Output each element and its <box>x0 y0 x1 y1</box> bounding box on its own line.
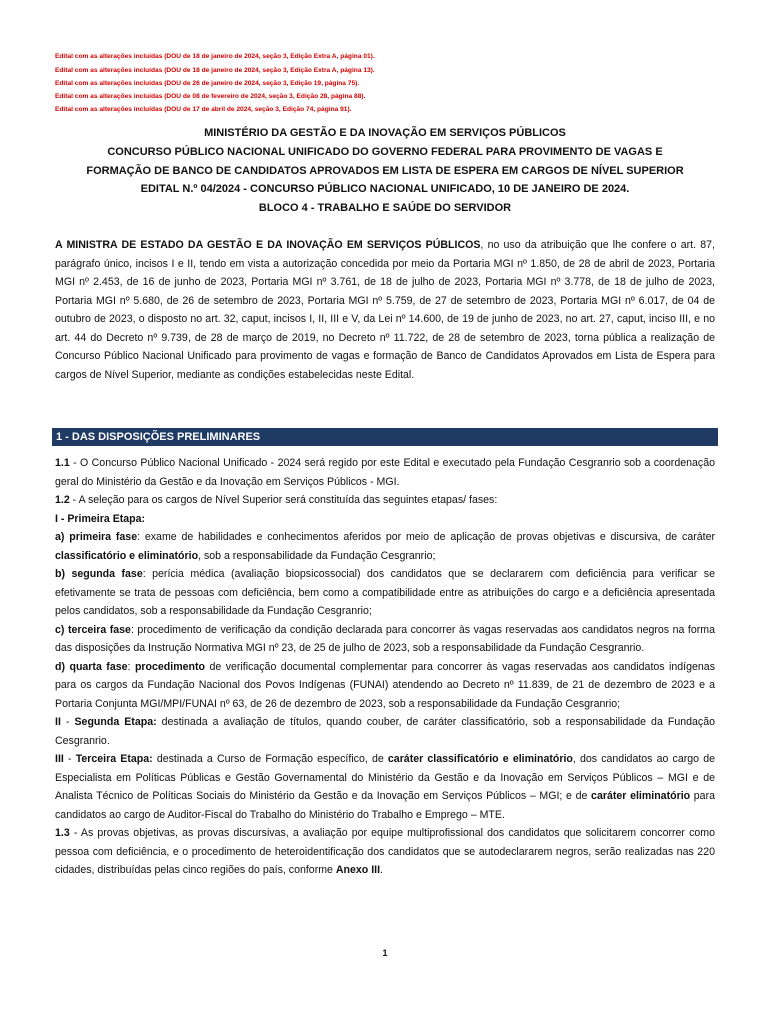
item-number: 1.3 <box>55 827 70 839</box>
fase-a <box>55 528 715 565</box>
etapa-text: para candidatos ao cargo de Auditor-Fiscal do Trabalho do Ministério do Trabalho e Emprego – MTE. <box>55 790 715 821</box>
etapa-bold: caráter classificatório e eliminatório <box>387 753 573 765</box>
etapa-title: Segunda Etapa: <box>74 716 157 728</box>
etapa-text: destinada a avaliação de títulos, quando couber, de caráter classificatório, sob a responsabilidade da Fundação Cesgranrio. <box>55 716 715 747</box>
item-text: . <box>380 864 383 876</box>
fase-text: : procedimento de verificação da condição declarada para concorrer às vagas reservadas aos candidatos negros na forma das disposições da Instrução Normativa MGI nº 23, de 25 de julho de 2023, sob a responsabilidade da Fundação Cesgranrio. <box>55 623 716 654</box>
fase-label: a) primeira fase <box>55 531 138 543</box>
etapa-title: Terceira Etapa: <box>75 753 153 765</box>
intro-bold: A MINISTRA DE ESTADO DA GESTÃO E DA INOVAÇÃO EM SERVIÇOS PÚBLICOS <box>55 239 481 251</box>
intro-paragraph <box>55 236 715 384</box>
amendment-note: Edital com as alterações incluídas (DOU de 18 de janeiro de 2024, seção 3, Edição Extra A, página 01). <box>55 53 375 60</box>
fase-text: : perícia médica (avaliação biopsicossocial) dos candidatos que se declararem com deficiência para verificar se efetivamente se trata de pessoas com deficiência, bem como a compatibilidade entre as atribuições do cargo e a deficiência apresentada pelos candidatos, sob a responsabilidade da Fundação Cesgranrio; <box>55 568 715 617</box>
fase-text: , sob a responsabilidade da Fundação Cesgranrio; <box>198 549 436 562</box>
etapa-text: , dos candidatos ao cargo de Especialista em Políticas Públicas e Gestão Governamental do Ministério da Gestão e da Inovação em Serviços Públicos – MGI e de Analista Técnico de Políticas Sociais do Ministério da Gestão e da Inovação em Serviços Públicos – MGI; e de <box>55 753 715 802</box>
contest-heading-cont: FORMAÇÃO DE BANCO DE CANDIDATOS APROVADOS EM LISTA DE ESPERA EM CARGOS DE NÍVEL SUPERIOR <box>86 165 684 177</box>
amendment-note: Edital com as alterações incluídas (DOU de 17 de abril de 2024, seção 3, Edição 74, página 91). <box>55 106 352 113</box>
etapa-text: destinada a Curso de Formação específico, de <box>152 753 388 765</box>
fase-label: d) quarta fase <box>55 660 128 673</box>
etapa-1 <box>55 510 715 529</box>
amendment-note: Edital com as alterações incluídas (DOU de 26 de janeiro de 2024, seção 3, Edição 19, página 75). <box>55 80 360 87</box>
etapa-3 <box>55 750 715 824</box>
page-number: 1 <box>382 948 388 958</box>
section-title: 1 - DAS DISPOSIÇÕES PRELIMINARES <box>52 428 718 446</box>
etapa-sep: - <box>63 753 76 765</box>
item-text: - A seleção para os cargos de Nível Superior será constituída das seguintes etapas/ fases: <box>69 494 498 506</box>
fase-label: b) segunda fase <box>55 568 143 580</box>
fase-bold: procedimento <box>134 660 205 673</box>
etapa-2 <box>55 713 715 750</box>
bloco-heading: BLOCO 4 - TRABALHO E SAÚDE DO SERVIDOR <box>258 202 512 214</box>
amendment-note: Edital com as alterações incluídas (DOU de 08 de fevereiro de 2024, seção 3, Edição 28, página 88). <box>55 93 366 100</box>
item-number: 1.2 <box>55 494 70 506</box>
edital-heading: EDITAL N.º 04/2024 - CONCURSO PÚBLICO NACIONAL UNIFICADO, 10 DE JANEIRO DE 2024. <box>140 183 630 195</box>
item-1-2 <box>55 491 715 510</box>
intro-text: , no uso da atribuição que lhe confere o art. 87, parágrafo único, incisos I e II, tendo em vista a autorização concedida por meio da Portaria MGI nº 1.850, de 28 de abril de 2023, Portaria MGI nº 2.453, de 16 de junho de 2023, Portaria MGI nº 3.761, de 18 de julho de 2023, Portaria MGI nº 3.778, de 18 de julho de 2023, Portaria MGI nº 5.680, de 26 de setembro de 2023, Portaria MGI nº 5.759, de 27 de setembro de 2023, Portaria MGI nº 6.017, de 04 de outubro de 2023, o disposto no art. 32, caput, incisos I, II, III e V, da Lei nº 14.600, de 19 de junho de 2023, no art. 27, caput, inciso III, e no art. 44 do Decreto nº 9.739, de 28 de março de 2019, no Decreto nº 11.722, de 28 de setembro de 2023, torna pública a realização de Concurso Público Nacional Unificado para provimento de vagas e formação de Banco de Candidatos Aprovados em Lista de Espera para cargos de Nível Superior, mediante as condições estabelecidas neste Edital. <box>55 239 715 381</box>
fase-label: c) terceira fase <box>55 623 131 636</box>
item-1-3 <box>55 824 715 880</box>
fase-bold: classificatório e eliminatório <box>55 549 199 562</box>
etapa-label: II <box>55 716 61 728</box>
fase-c <box>55 621 715 658</box>
section-body <box>55 454 715 880</box>
item-text: - O Concurso Público Nacional Unificado - 2024 será regido por este Edital e executado pela Fundação Cesgranrio sob a coordenação geral do Ministério da Gestão e da Inovação em Serviços Públicos - MGI. <box>55 457 715 488</box>
fase-b <box>55 565 715 621</box>
etapa-label: III <box>55 753 64 765</box>
fase-d <box>55 658 715 714</box>
item-number: 1.1 <box>55 457 70 469</box>
contest-heading: CONCURSO PÚBLICO NACIONAL UNIFICADO DO GOVERNO FEDERAL PARA PROVIMENTO DE VAGAS E <box>107 146 663 158</box>
ministry-heading: MINISTÉRIO DA GESTÃO E DA INOVAÇÃO EM SERVIÇOS PÚBLICOS <box>204 127 566 139</box>
etapa-title: I - Primeira Etapa: <box>55 512 146 525</box>
etapa-bold: caráter eliminatório <box>591 790 691 802</box>
fase-text: : <box>127 660 135 673</box>
amendment-note: Edital com as alterações incluídas (DOU de 18 de janeiro de 2024, seção 3, Edição Extra A, página 13). <box>55 67 375 74</box>
annex-ref: Anexo III <box>335 864 381 876</box>
etapa-sep: - <box>60 716 75 728</box>
fase-text: de verificação documental complementar para concorrer às vagas reservadas aos candidatos indígenas para os cargos da Fundação Nacional dos Povos Indígenas (FUNAI) atendendo ao Decreto nº 11.839, de 21 de dezembro de 2023 e a Portaria Conjunta MGI/MPI/FUNAI nº 63, de 26 de dezembro de 2023, sob a responsabilidade da Fundação Cesgranrio; <box>55 660 715 710</box>
item-1-1 <box>55 454 715 491</box>
fase-text: : exame de habilidades e conhecimentos aferidos por meio de aplicação de provas objetivas e discursiva, de caráter <box>137 531 715 543</box>
item-text: - As provas objetivas, as provas discursivas, a avaliação por equipe multiprofissional dos candidatos que solicitarem concorrer como pessoa com deficiência, e o procedimento de heteroidentificação dos candidatos que se autodeclararem negros, serão realizadas nas 220 cidades, distribuídas pelas cinco regiões do país, conforme <box>55 827 715 876</box>
